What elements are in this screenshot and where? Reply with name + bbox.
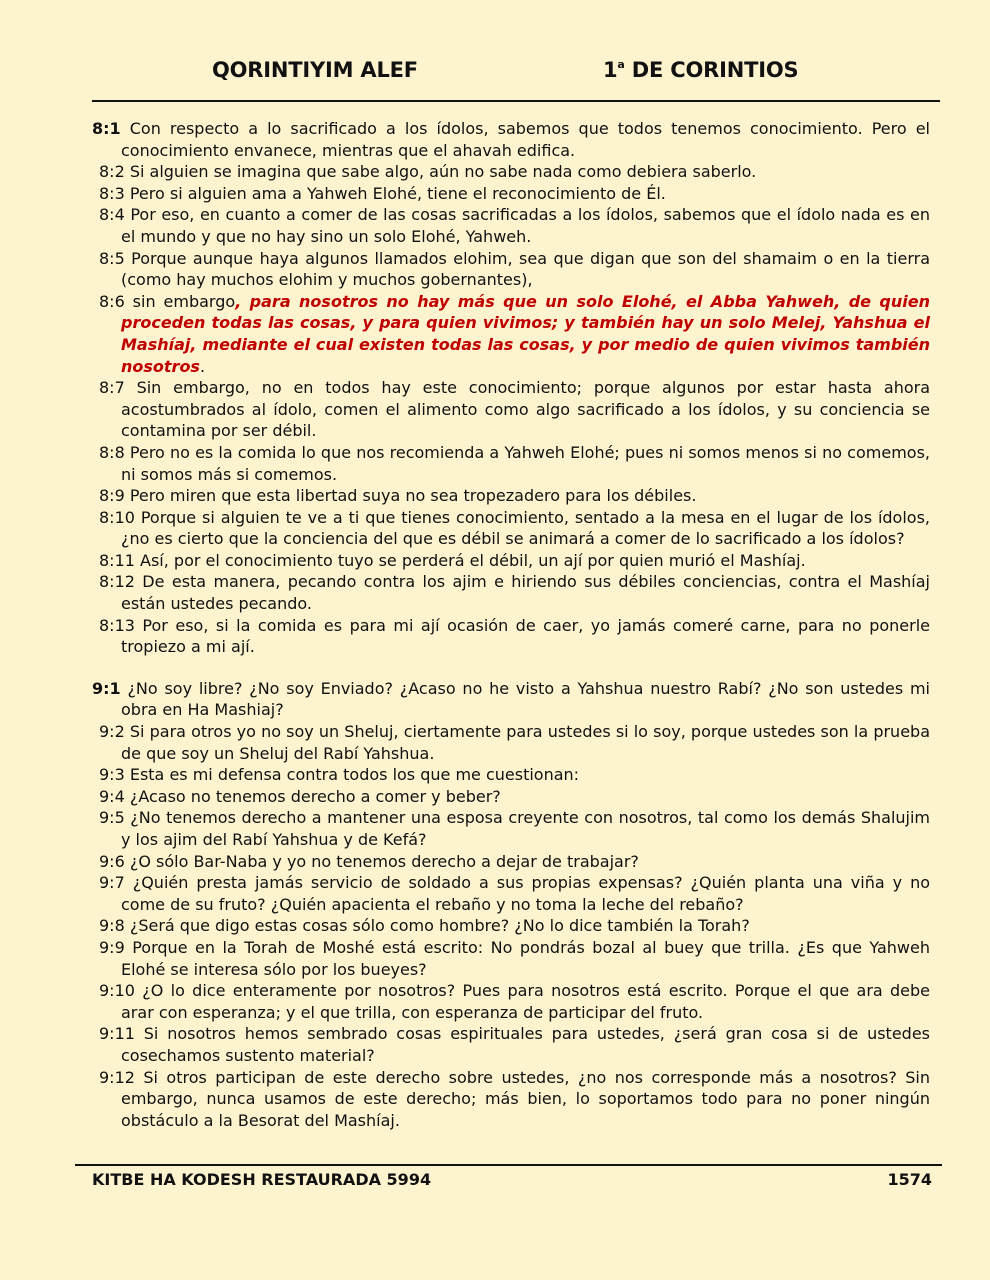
verse-text: Así, por el conocimiento tuyo se perderá el débil, un ají por quien murió el Mashíaj.: [134, 550, 806, 570]
verse-text: ¿O lo dice enteramente por nosotros? Pues para nosotros está escrito. Porque el que ara debe arar con esperanza; y el que trilla, con esperanza de participar del fruto.: [121, 981, 930, 1022]
verse-number: 8:4: [99, 205, 125, 225]
verse-text: Pero miren que esta libertad suya no sea tropezadero para los débiles.: [124, 486, 697, 506]
verse-text: Si alguien se imagina que sabe algo, aún no sabe nada como debiera saberlo.: [124, 162, 757, 182]
verse-number: 8:12: [99, 572, 135, 592]
page-footer: [92, 1170, 932, 1194]
verse-text: Si nosotros hemos sembrado cosas espirituales para ustedes, ¿será gran cosa si de ustedes cosechamos sustento material?: [121, 1024, 930, 1065]
chapter-gap: [92, 658, 930, 678]
verse: [92, 615, 930, 658]
verse: [92, 377, 930, 442]
book-name: DE CORINTIOS: [624, 58, 799, 82]
verse-number: 8:3: [99, 183, 125, 203]
verse-number: 8:7: [99, 378, 125, 398]
footer-rule: [75, 1164, 942, 1166]
verse: [92, 118, 930, 161]
verse-number: 8:2: [99, 162, 125, 182]
verse-text: Porque aunque haya algunos llamados elohim, sea que digan que son del shamaim o en la tierra (como hay muchos elohim y muchos gobernantes),: [121, 248, 930, 290]
verse-text: ¿Quién presta jamás servicio de soldado a sus propias expensas? ¿Quién planta una viña y no come de su fruto? ¿Quién apacienta el rebaño y no toma la leche del rebaño?: [121, 873, 930, 914]
verse-text: Si otros participan de este derecho sobre ustedes, ¿no nos corresponde más a nosotros? Sin embargo, nunca usamos de este derecho; más bien, lo soportamos todo para no poner ningún obstáculo a la Besorat del Mashíaj.: [121, 1067, 930, 1130]
verse-text: ¿Será que digo estas cosas sólo como hombre? ¿No lo dice también la Torah?: [124, 916, 750, 936]
verse: [92, 1023, 930, 1066]
verse-number: 9:1: [92, 678, 121, 698]
verse-text: Por eso, si la comida es para mi ají ocasión de caer, yo jamás comeré carne, para no ponerle tropiezo a mi ají.: [121, 615, 930, 657]
verse-number: 8:1: [92, 119, 121, 138]
verse-text: ¿O sólo Bar-Naba y yo no tenemos derecho a dejar de trabajar?: [124, 851, 639, 871]
verse-text: Pero si alguien ama a Yahweh Elohé, tiene el reconocimiento de Él.: [124, 183, 666, 203]
verse: [92, 872, 930, 915]
verse: [92, 786, 930, 808]
verse: [92, 851, 930, 873]
verse-text: Por eso, en cuanto a comer de las cosas sacrificadas a los ídolos, sabemos que el ídolo nada es en el mundo y que no hay sino un solo Elohé, Yahweh.: [121, 205, 930, 246]
verse-number: 9:10: [99, 981, 135, 1001]
ordinal-suffix: a: [617, 58, 625, 71]
verse-text: Si para otros yo no soy un Sheluj, ciertamente para ustedes si lo soy, porque ustedes son la prueba de que soy un Sheluj del Rabí Yahshua.: [121, 722, 930, 763]
verse-text-end: .: [199, 356, 206, 376]
verse-text: Porque en la Torah de Moshé está escrito: No pondrás bozal al buey que trilla. ¿Es que Yahweh Elohé se interesa sólo por los bueyes?: [121, 937, 930, 979]
verse: [92, 915, 930, 937]
verse: [92, 980, 930, 1023]
verse: [92, 1067, 930, 1132]
verse: [92, 937, 930, 980]
verse-number: 8:9: [99, 486, 125, 506]
verse-text: Con respecto a lo sacrificado a los ídolos, sabemos que todos tenemos conocimiento. Pero el conocimiento envanece, mientras que el ahavah edifica.: [120, 119, 930, 160]
verse-number: 9:8: [99, 916, 125, 936]
verse-number: 9:7: [99, 873, 125, 893]
verse: [92, 807, 930, 850]
verse: [92, 204, 930, 247]
verse-number: 9:11: [99, 1024, 135, 1044]
verse: [92, 678, 930, 721]
verse-list: [92, 118, 930, 1131]
verse: [92, 291, 930, 377]
verse: [92, 571, 930, 614]
verse: [92, 183, 930, 205]
verse-number: 9:5: [99, 808, 125, 828]
footer-bible-title: KITBE HA KODESH RESTAURADA 5994: [92, 1170, 432, 1189]
page-header: [0, 58, 990, 90]
verse-number: 8:8: [99, 442, 125, 462]
book-number: 1: [603, 58, 618, 82]
verse-number: 9:12: [99, 1067, 135, 1087]
verse-text: Sin embargo, no en todos hay este conocimiento; porque algunos por estar hasta ahora acostumbrados al ídolo, comen el alimento como algo sacrificado a los ídolos, y su conciencia se contamina por ser débil.: [121, 378, 930, 441]
verse: [92, 764, 930, 786]
verse-number: 9:6: [99, 851, 125, 871]
verse-text: ¿Acaso no tenemos derecho a comer y beber?: [124, 786, 501, 806]
highlighted-verse-text: , para nosotros no hay más que un solo Elohé, el Abba Yahweh, de quien proceden todas las cosas, y para quien vivimos; y también hay un solo Melej, Yahshua el Mashíaj, mediante el cual existen todas las cosas, y por medio de quien vivimos también nosotros: [121, 291, 931, 376]
verse-text: Pero no es la comida lo que nos recomienda a Yahweh Elohé; pues ni somos menos si no comemos, ni somos más si comemos.: [121, 442, 930, 484]
verse: [92, 485, 930, 507]
verse-text: sin embargo: [124, 291, 236, 311]
verse: [92, 721, 930, 764]
verse: [92, 442, 930, 485]
verse: [92, 550, 930, 572]
verse: [92, 248, 930, 291]
verse-number: 8:5: [99, 248, 125, 268]
verse-number: 9:3: [99, 765, 125, 785]
verse-text: Esta es mi defensa contra todos los que me cuestionan:: [124, 765, 580, 785]
verse-text: ¿No tenemos derecho a mantener una esposa creyente con nosotros, tal como los demás Shalujim y los ajim del Rabí Yahshua y de Kefá?: [121, 808, 930, 849]
verse-text: De esta manera, pecando contra los ajim e hiriendo sus débiles conciencias, contra el Mashíaj están ustedes pecando.: [121, 572, 930, 614]
verse-number: 9:4: [99, 786, 125, 806]
verse-text: ¿No soy libre? ¿No soy Enviado? ¿Acaso no he visto a Yahshua nuestro Rabí? ¿No son ustedes mi obra en Ha Mashiaj?: [120, 678, 930, 720]
header-rule: [92, 100, 940, 102]
verse-number: 8:13: [99, 615, 135, 635]
book-title-hebrew: QORINTIYIM ALEF: [212, 58, 418, 82]
verse-text: Porque si alguien te ve a ti que tienes conocimiento, sentado a la mesa en el lugar de los ídolos, ¿no es cierto que la conciencia del que es débil se animará a comer de lo sacrificado a los ídolos?: [121, 507, 930, 549]
verse: [92, 161, 930, 183]
verse-number: 9:2: [99, 722, 125, 742]
book-title-spanish: [603, 58, 798, 82]
verse-number: 8:11: [99, 550, 135, 570]
verse-number: 9:9: [99, 937, 125, 957]
verse: [92, 507, 930, 550]
page-number: 1574: [887, 1170, 932, 1189]
verse-number: 8:6: [99, 291, 125, 311]
verse-number: 8:10: [99, 507, 135, 527]
